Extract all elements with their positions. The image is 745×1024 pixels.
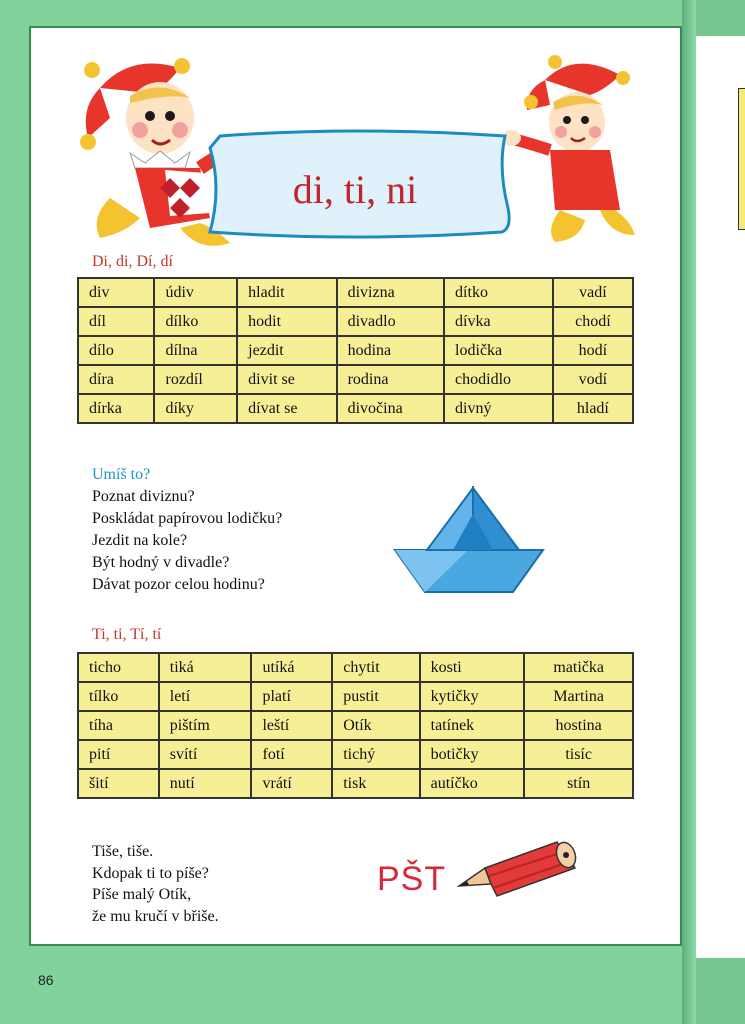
word-cell: kosti: [420, 653, 525, 682]
jester-right-illustration: [505, 50, 640, 245]
word-cell: platí: [251, 682, 332, 711]
word-cell: šití: [78, 769, 159, 798]
word-cell: pití: [78, 740, 159, 769]
word-cell: dívat se: [237, 394, 336, 423]
ti-table-row: [78, 711, 633, 740]
word-cell: tatínek: [420, 711, 525, 740]
word-cell: div: [78, 278, 154, 307]
word-cell: nutí: [159, 769, 252, 798]
word-cell: divadlo: [337, 307, 444, 336]
pencil-illustration: [377, 838, 582, 910]
section-title-di: Di, di, Dí, dí: [92, 253, 173, 270]
ti-table-row: [78, 740, 633, 769]
word-cell: dívka: [444, 307, 553, 336]
word-cell: tílko: [78, 682, 159, 711]
word-cell: divný: [444, 394, 553, 423]
di-words-table: [77, 277, 634, 424]
ti-table-row: [78, 769, 633, 798]
ti-words-table: [77, 652, 634, 799]
word-cell: ticho: [78, 653, 159, 682]
poem-line: Tiše, tiše.: [92, 843, 154, 860]
ti-table-row: [78, 653, 633, 682]
word-cell: tisíc: [524, 740, 633, 769]
pencil-label: PŠT: [377, 860, 447, 898]
word-cell: tichý: [332, 740, 419, 769]
word-cell: dílko: [154, 307, 237, 336]
section-title-umis: Umíš to?: [92, 466, 151, 483]
word-cell: chytit: [332, 653, 419, 682]
word-cell: hodit: [237, 307, 336, 336]
word-cell: Otík: [332, 711, 419, 740]
section-title-ti: Ti, ti, Tí, tí: [92, 626, 162, 643]
word-cell: letí: [159, 682, 252, 711]
word-cell: fotí: [251, 740, 332, 769]
question-line: Poskládat papírovou lodičku?: [92, 510, 283, 527]
ti-table-row: [78, 682, 633, 711]
word-cell: autíčko: [420, 769, 525, 798]
di-table-row: [78, 365, 633, 394]
word-cell: matička: [524, 653, 633, 682]
word-cell: hostina: [524, 711, 633, 740]
word-cell: vadí: [553, 278, 633, 307]
next-page-table-edge: [738, 88, 745, 230]
word-cell: divočina: [337, 394, 444, 423]
word-cell: díra: [78, 365, 154, 394]
di-table-row: [78, 278, 633, 307]
word-cell: pustit: [332, 682, 419, 711]
word-cell: stín: [524, 769, 633, 798]
word-cell: jezdit: [237, 336, 336, 365]
di-table-row: [78, 394, 633, 423]
page-number: 86: [38, 972, 54, 988]
word-cell: hodina: [337, 336, 444, 365]
word-cell: údiv: [154, 278, 237, 307]
word-cell: díl: [78, 307, 154, 336]
paper-boat-illustration: [393, 486, 545, 594]
question-line: Dávat pozor celou hodinu?: [92, 576, 265, 593]
question-line: Být hodný v divadle?: [92, 554, 230, 571]
word-cell: utíká: [251, 653, 332, 682]
question-line: Jezdit na kole?: [92, 532, 188, 549]
word-cell: tisk: [332, 769, 419, 798]
word-cell: divit se: [237, 365, 336, 394]
word-cell: hodí: [553, 336, 633, 365]
question-line: Poznat diviznu?: [92, 488, 195, 505]
word-cell: vrátí: [251, 769, 332, 798]
di-table-row: [78, 336, 633, 365]
word-cell: dílo: [78, 336, 154, 365]
word-cell: rodina: [337, 365, 444, 394]
word-cell: díky: [154, 394, 237, 423]
poem-line: Píše malý Otík,: [92, 886, 192, 903]
word-cell: leští: [251, 711, 332, 740]
word-cell: dírka: [78, 394, 154, 423]
word-cell: divizna: [337, 278, 444, 307]
poem-line: že mu kručí v břiše.: [92, 907, 219, 925]
word-cell: dílna: [154, 336, 237, 365]
word-cell: lodička: [444, 336, 553, 365]
poem-line: Kdopak ti to píše?: [92, 864, 209, 882]
word-cell: vodí: [553, 365, 633, 394]
word-cell: botičky: [420, 740, 525, 769]
word-cell: svítí: [159, 740, 252, 769]
word-cell: dítko: [444, 278, 553, 307]
pencil-icon: [377, 838, 582, 910]
di-table-row: [78, 307, 633, 336]
word-cell: tíha: [78, 711, 159, 740]
word-cell: rozdíl: [154, 365, 237, 394]
word-cell: chodí: [553, 307, 633, 336]
word-cell: pištím: [159, 711, 252, 740]
questions-list: [92, 486, 282, 596]
title-banner: [190, 128, 520, 240]
word-cell: tiká: [159, 653, 252, 682]
word-cell: Martina: [524, 682, 633, 711]
page-title: di, ti, ni: [292, 167, 418, 212]
book-fold: [682, 0, 696, 1024]
poem: [92, 841, 219, 927]
word-cell: chodidlo: [444, 365, 553, 394]
word-cell: hladit: [237, 278, 336, 307]
word-cell: hladí: [553, 394, 633, 423]
word-cell: kytičky: [420, 682, 525, 711]
